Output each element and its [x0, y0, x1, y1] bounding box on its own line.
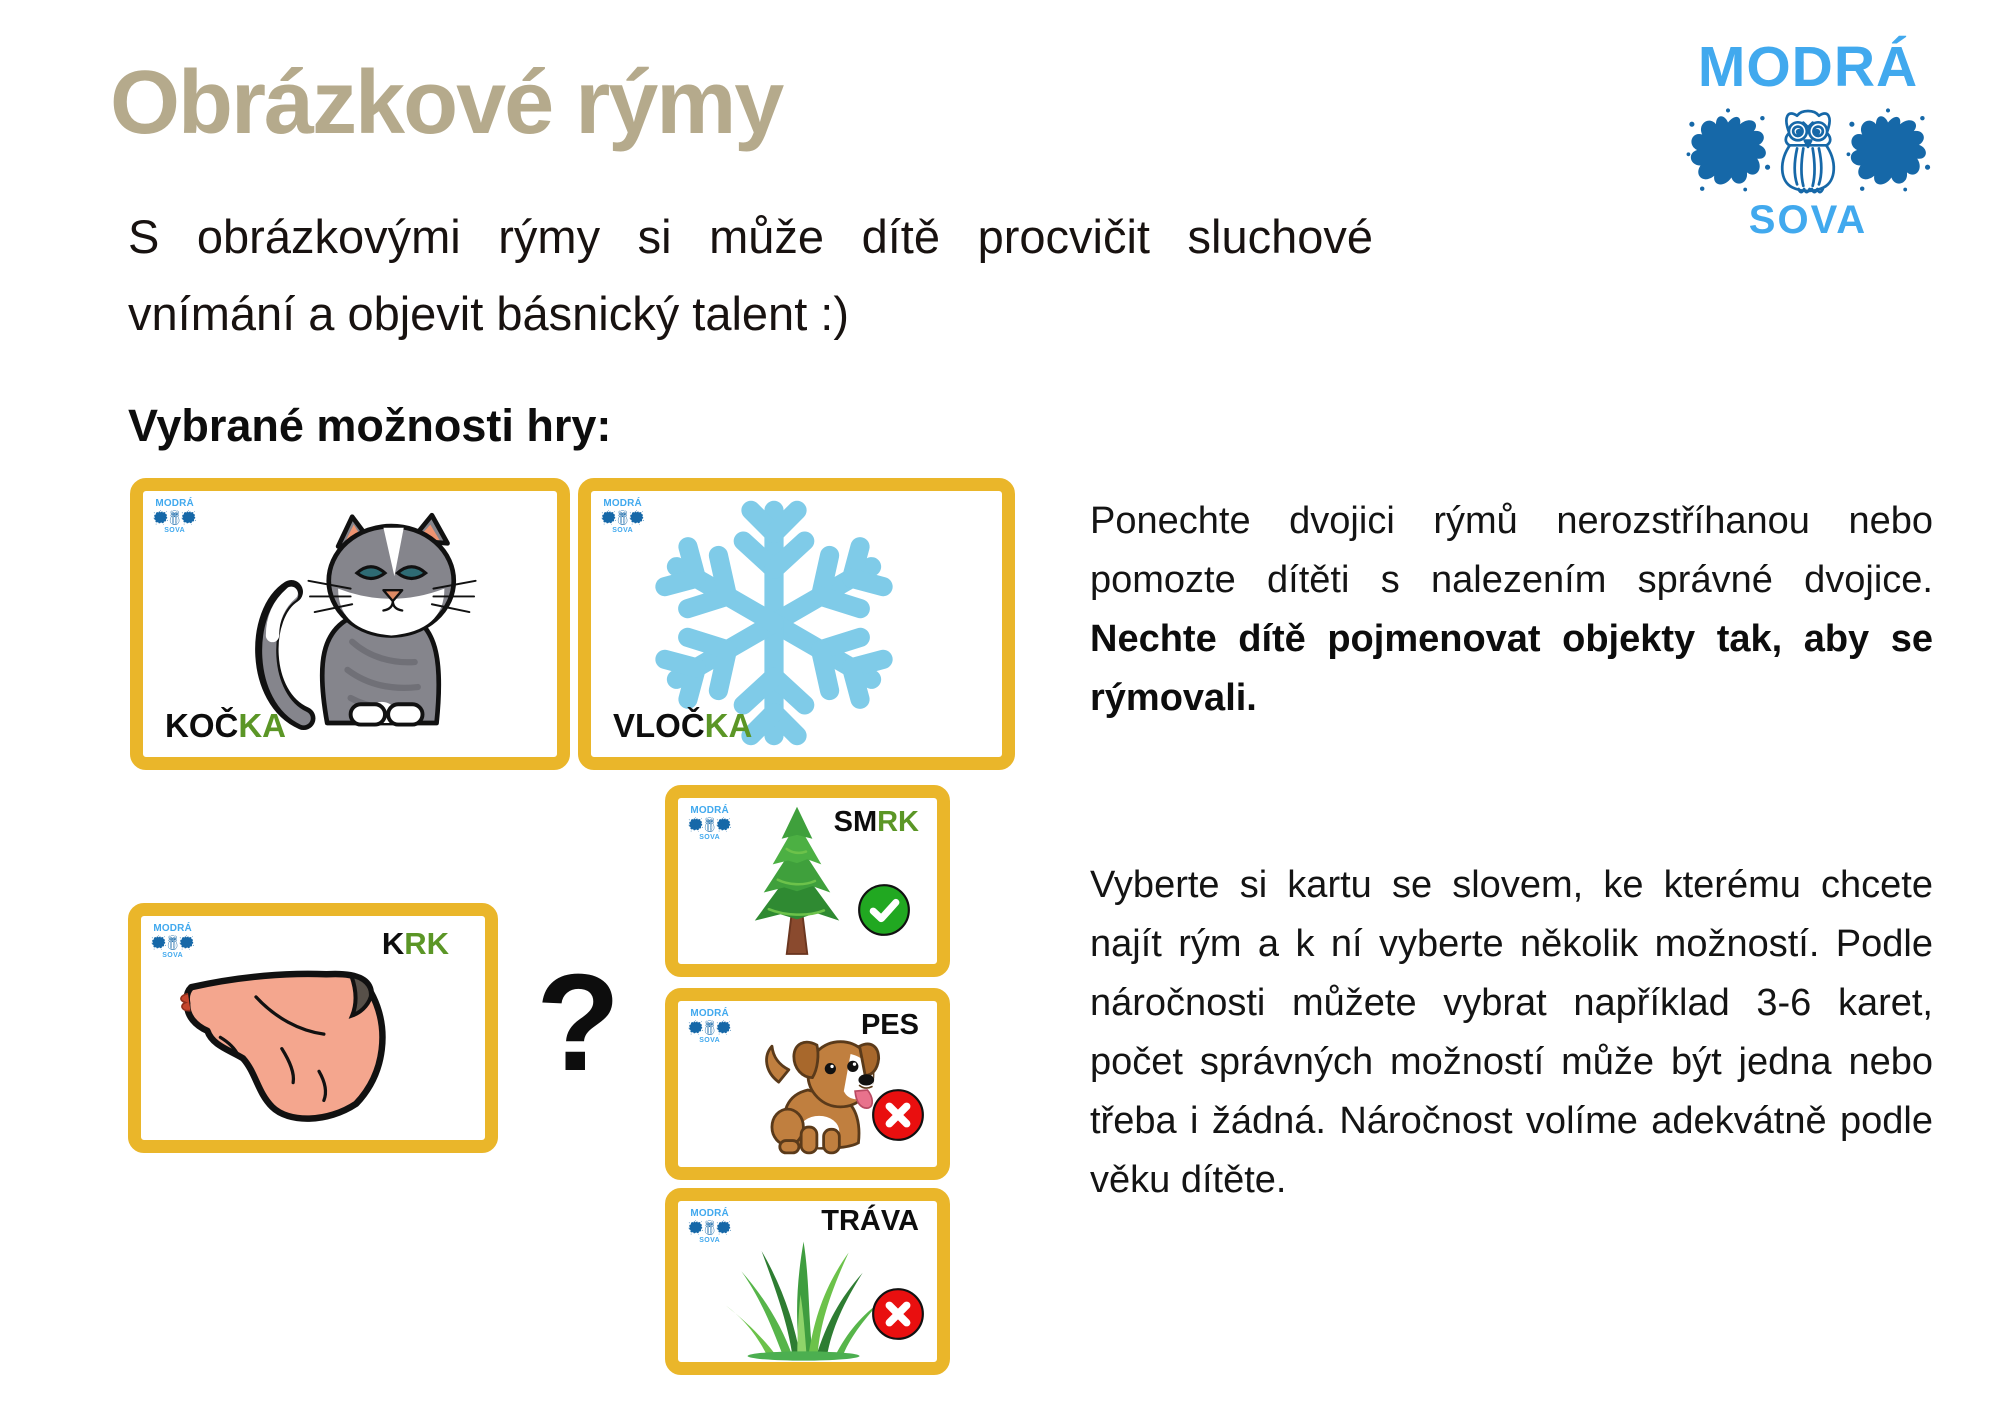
word-prefix: VLOČ: [613, 707, 705, 744]
logo-text-sova: SOVA: [162, 950, 183, 959]
ink-splat-icon: [181, 510, 196, 525]
card-pes: [665, 988, 950, 1180]
modra-sova-logo: [1673, 34, 1943, 243]
brand-logo: [1673, 34, 1943, 243]
owl-icon: [703, 816, 717, 833]
logo-text-sova: SOVA: [164, 525, 185, 534]
logo-art-row: [601, 509, 644, 526]
word-prefix: TRÁVA: [821, 1205, 919, 1237]
card-krk: [128, 903, 498, 1153]
ink-splat-icon: [716, 1020, 731, 1035]
modra-sova-logo: [151, 497, 198, 534]
check-icon: [857, 883, 911, 937]
modra-sova-logo: [686, 804, 733, 841]
logo-art-row: [688, 816, 731, 833]
word-prefix: SM: [833, 806, 878, 838]
logo-text-modra: MODRÁ: [155, 497, 194, 509]
card-word: [382, 926, 449, 962]
logo-art-row: [153, 509, 196, 526]
word-prefix: PES: [860, 1009, 919, 1041]
card-word: [861, 1009, 919, 1042]
card-smrk: [665, 785, 950, 977]
ink-splat-icon: [1685, 107, 1771, 193]
ink-splat-icon: [153, 510, 168, 525]
logo-text-modra: MODRÁ: [690, 804, 729, 816]
instruction-paragraph-2: Vyberte si kartu se slovem, ke kterému chcete najít rým a k ní vyberte několik možností. Podle náročnosti můžete vybrat například 3-6 karet, počet správných možností může být jedna nebo třeba i žádná. Náročnost volíme adekvátně podle věku dítěte.: [1090, 864, 1933, 1201]
modra-sova-logo: [686, 1007, 733, 1044]
instruction-paragraph-1: [1090, 492, 1933, 728]
neck-illustration: [155, 950, 441, 1136]
ink-splat-icon: [716, 817, 731, 832]
card-mini-logo: [686, 804, 738, 848]
word-suffix: RK: [877, 806, 919, 838]
card-word: [821, 1205, 919, 1238]
logo-text-modra: MODRÁ: [690, 1007, 729, 1019]
owl-icon: [1769, 102, 1847, 198]
card-trava: [665, 1188, 950, 1375]
card-mini-logo: [151, 497, 203, 541]
ink-splat-icon: [601, 510, 616, 525]
logo-text-sova: SOVA: [699, 832, 720, 841]
ink-splat-icon: [688, 1020, 703, 1035]
card-word: [613, 707, 752, 745]
card-word: [165, 707, 286, 745]
word-suffix: KA: [238, 707, 287, 744]
page-title: Obrázkové rýmy: [110, 53, 783, 153]
logo-art-row: [1685, 102, 1931, 198]
logo-text-modra: MODRÁ: [603, 497, 642, 509]
owl-icon: [703, 1019, 717, 1036]
logo-text-sova: SOVA: [699, 1035, 720, 1044]
modra-sova-logo: [599, 497, 646, 534]
word-suffix: KA: [704, 707, 753, 744]
owl-icon: [616, 509, 630, 526]
cross-icon: [871, 1088, 925, 1142]
paragraph-bold-text: Nechte dítě pojmenovat objekty tak, aby se rýmovali.: [1090, 618, 1933, 719]
cross-icon: [871, 1287, 925, 1341]
logo-art-row: [151, 934, 194, 951]
paragraph-text: Ponechte dvojici rýmů nerozstříhanou nebo pomozte dítěti s nalezením správné dvojice.: [1090, 500, 1933, 601]
ink-splat-icon: [151, 935, 166, 950]
word-prefix: K: [381, 926, 405, 961]
logo-text-modra: MODRÁ: [1697, 35, 1919, 99]
logo-text-sova: SOVA: [699, 1235, 720, 1244]
ink-splat-icon: [1845, 107, 1931, 193]
page-subtitle: S obrázkovými rýmy si může dítě procvičit sluchové vnímání a objevit básnický talent :): [128, 210, 1373, 340]
card-kocka: [130, 478, 570, 770]
word-suffix: RK: [404, 926, 449, 961]
card-vlocka: [578, 478, 1015, 770]
ink-splat-icon: [629, 510, 644, 525]
logo-text-modra: MODRÁ: [153, 922, 192, 934]
owl-icon: [168, 509, 182, 526]
question-mark: ?: [536, 946, 621, 1100]
section-heading: Vybrané možnosti hry:: [128, 400, 612, 451]
logo-text-modra: MODRÁ: [690, 1207, 729, 1219]
card-word: [834, 806, 919, 839]
logo-text-sova: SOVA: [612, 525, 633, 534]
word-prefix: KOČ: [165, 707, 239, 744]
owl-icon: [166, 934, 180, 951]
ink-splat-icon: [688, 817, 703, 832]
logo-art-row: [688, 1019, 731, 1036]
ink-splat-icon: [179, 935, 194, 950]
logo-text-sova: SOVA: [1748, 198, 1868, 242]
